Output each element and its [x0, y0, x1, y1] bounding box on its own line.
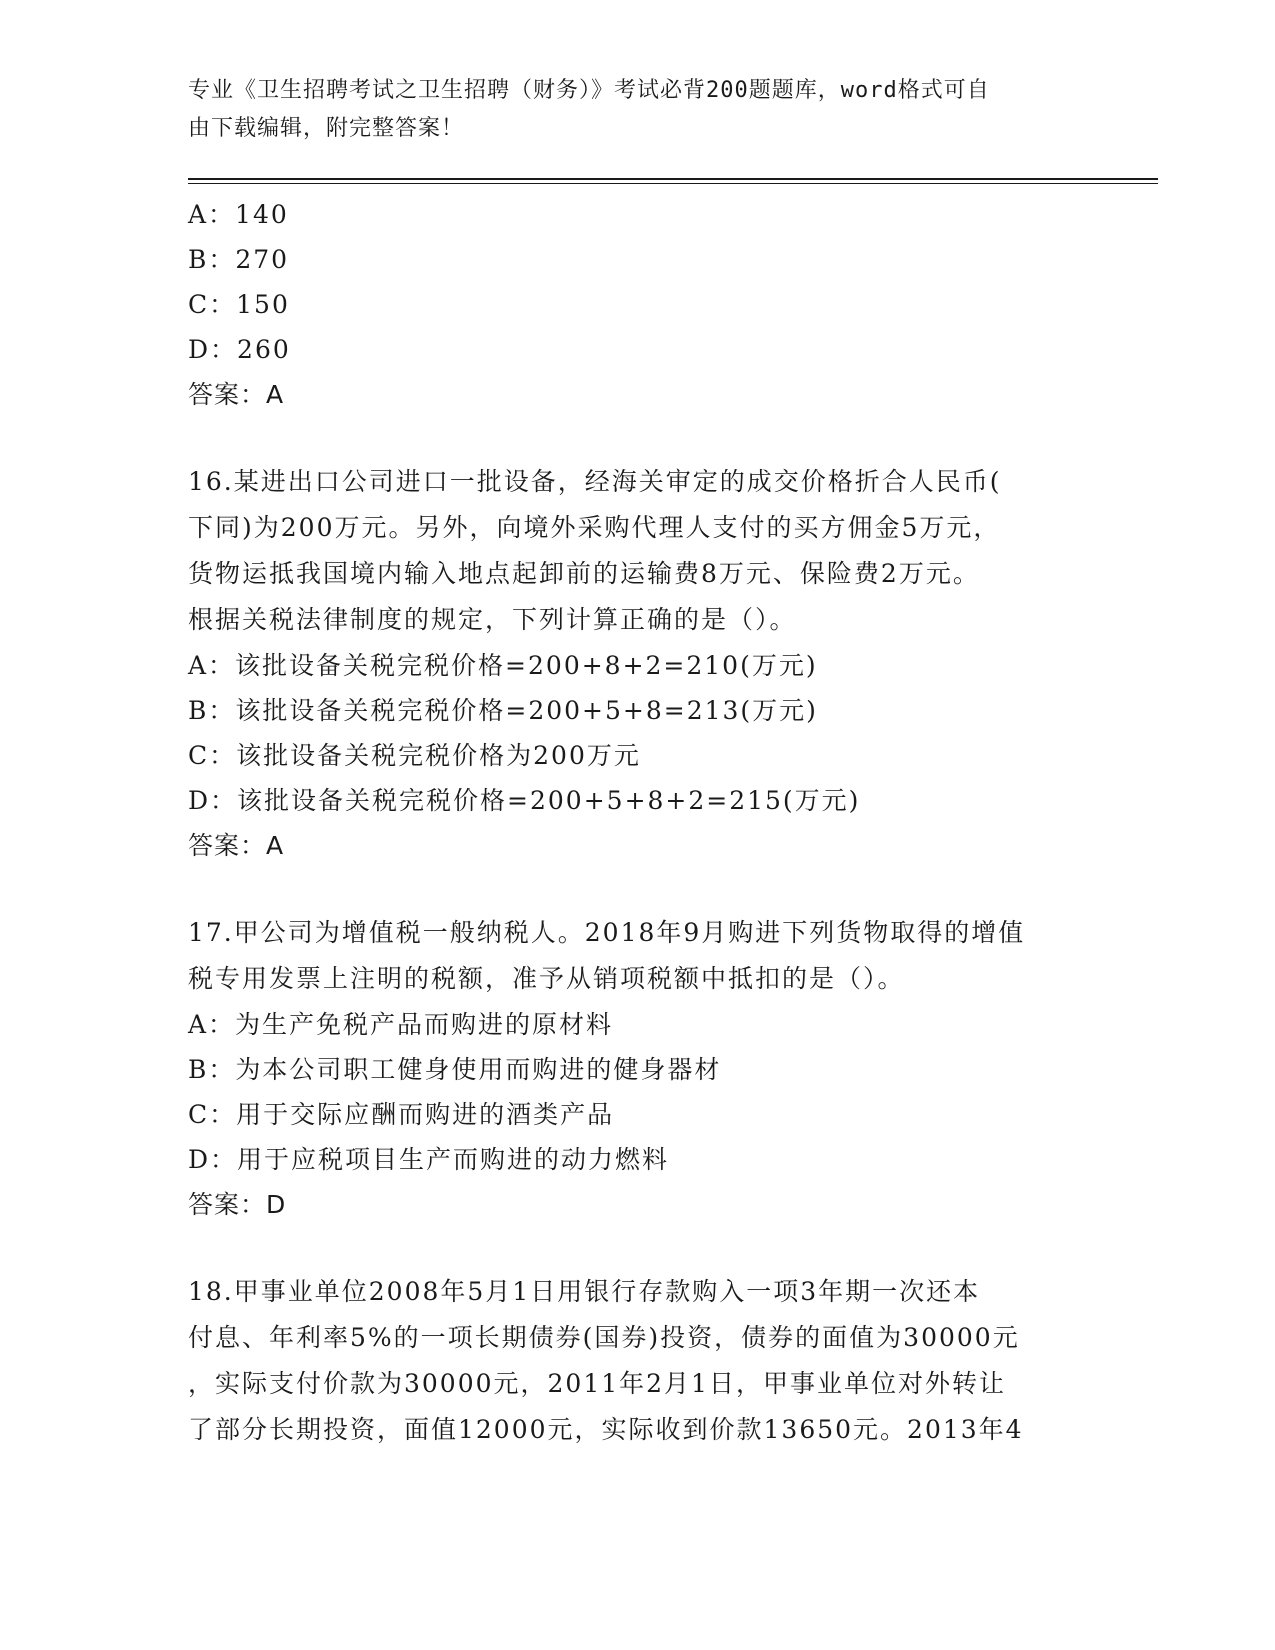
question-text-line: 了部分长期投资，面值12000元，实际收到价款13650元。2013年4 — [188, 1415, 1024, 1444]
header-line-2: 由下载编辑，附完整答案！ — [188, 116, 465, 141]
option-d: D：260 — [188, 335, 291, 364]
question-17-block — [188, 910, 1088, 1227]
question-text-line: ，实际支付价款为30000元，2011年2月1日，甲事业单位对外转让 — [188, 1369, 1006, 1398]
question-text-line: 货物运抵我国境内输入地点起卸前的运输费8万元、保险费2万元。 — [188, 559, 980, 588]
answer-line: 答案：D — [188, 1190, 287, 1219]
option-c: C：用于交际应酬而购进的酒类产品 — [188, 1100, 615, 1129]
question-16-block — [188, 459, 1088, 868]
option-b: B：为本公司职工健身使用而购进的健身器材 — [188, 1055, 722, 1084]
option-d: D：该批设备关税完税价格=200+5+8+2=215(万元) — [188, 786, 861, 815]
question-text-line: 18.甲事业单位2008年5月1日用银行存款购入一项3年期一次还本 — [188, 1277, 981, 1306]
question-text-line: 根据关税法律制度的规定，下列计算正确的是（）。 — [188, 605, 797, 634]
option-a: A：为生产免税产品而购进的原材料 — [188, 1010, 614, 1039]
question-content — [188, 192, 1088, 1453]
question-text-line: 17.甲公司为增值税一般纳税人。2018年9月购进下列货物取得的增值 — [188, 918, 1026, 947]
prev-question-block — [188, 192, 1088, 417]
question-text-line: 16.某进出口公司进口一批设备，经海关审定的成交价格折合人民币( — [188, 467, 1002, 496]
document-header — [188, 72, 1088, 148]
option-b: B：270 — [188, 245, 290, 274]
question-text-line: 付息、年利率5%的一项长期债券(国券)投资，债券的面值为30000元 — [188, 1323, 1020, 1352]
header-line-1: 专业《卫生招聘考试之卫生招聘（财务）》考试必背200题题库，word格式可自 — [188, 78, 990, 103]
question-text-line: 税专用发票上注明的税额，准予从销项税额中抵扣的是（）。 — [188, 964, 905, 993]
question-text-line: 下同)为200万元。另外，向境外采购代理人支付的买方佣金5万元， — [188, 513, 1001, 542]
option-a: A：该批设备关税完税价格=200+8+2=210(万元) — [188, 651, 818, 680]
option-c: C：150 — [188, 290, 290, 319]
option-d: D：用于应税项目生产而购进的动力燃料 — [188, 1145, 670, 1174]
option-c: C：该批设备关税完税价格为200万元 — [188, 741, 641, 770]
answer-line: 答案：A — [188, 380, 285, 409]
option-a: A：140 — [188, 200, 289, 229]
header-divider-thick — [188, 178, 1158, 180]
question-18-block — [188, 1269, 1088, 1453]
answer-line: 答案：A — [188, 831, 285, 860]
option-b: B：该批设备关税完税价格=200+5+8=213(万元) — [188, 696, 818, 725]
header-divider-thin — [188, 183, 1158, 184]
